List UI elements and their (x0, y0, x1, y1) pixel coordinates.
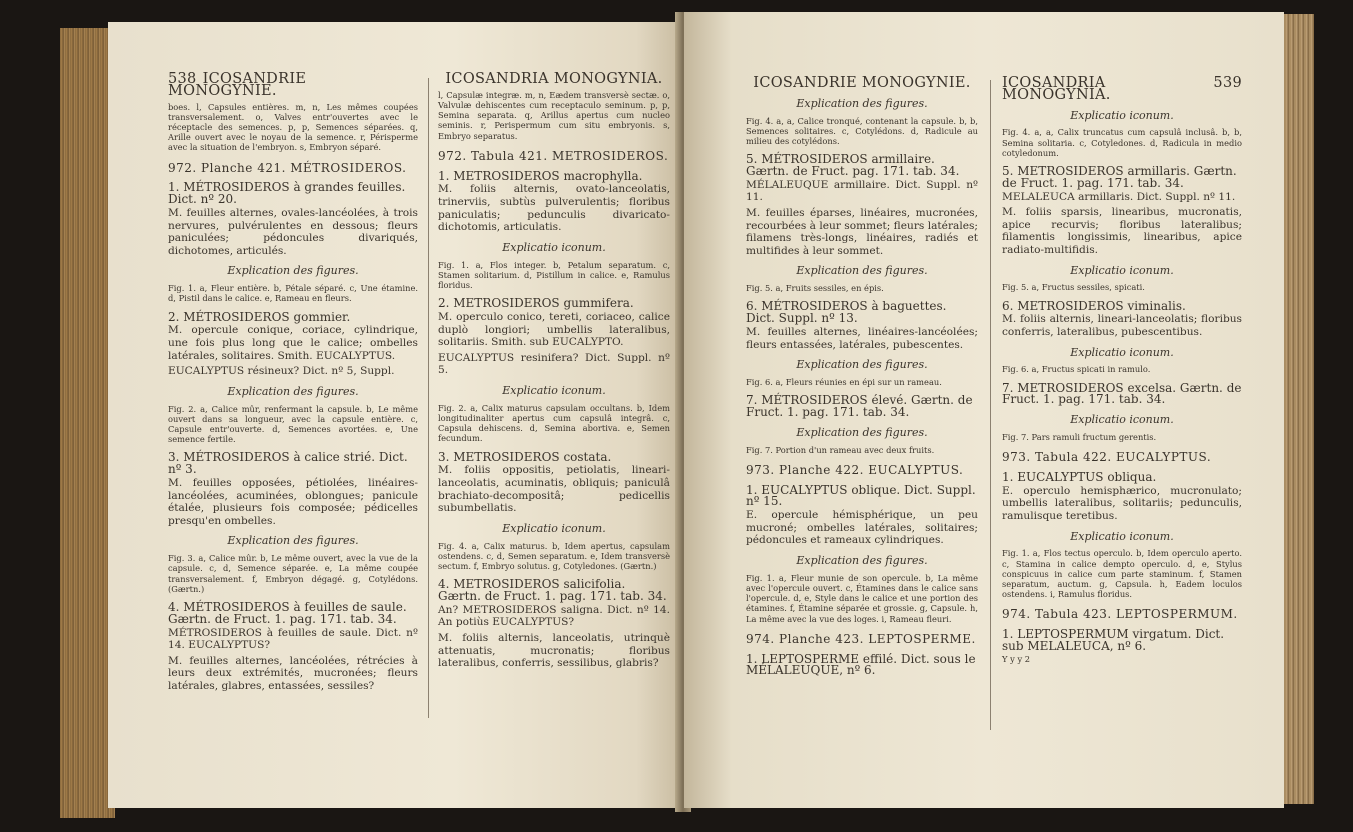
figure-caption: Fig. 3. a, Calice mûr. b, Le même ouvert, avec la vue de la capsule. c, d, Semence séparée. e, La même coupée transversalement. f, Embryon dégagé. g, Cotylédons. (Gærtn.) (168, 553, 418, 594)
figure-explanation-heading: Explication des figures. (796, 553, 928, 567)
plate-heading: 974. Tabula 423. LEPTOSPERMUM. (1002, 607, 1238, 622)
species-entry: 3. METROSIDEROS costata. (438, 449, 612, 464)
species-entry: 5. MÉTROSIDEROS armillaire. Gærtn. de Fruct. pag. 171. tab. 34. (746, 152, 960, 178)
figure-explanation-heading: Explication des figures. (796, 96, 928, 110)
plate-heading: 973. Planche 422. EUCALYPTUS. (746, 462, 964, 477)
figure-caption: Fig. 7. Portion d'un rameau avec deux fruits. (746, 444, 935, 455)
figure-caption: Fig. 4. a, Calix maturus. b, Idem apertus, capsulam ostendens. c, d, Semen separatum. e, Idem transversè sectum. f, Embryo solutus. g, Cotyledones. (Gærtn.) (438, 540, 670, 571)
figure-explanation-heading: Explicatio iconum. (1070, 263, 1174, 277)
species-description: M. feuilles alternes, linéaires-lancéolées; fleurs entassées, latérales, pubescentes. (746, 325, 978, 351)
species-entry: 1. EUCALYPTUS obliqua. (1002, 469, 1157, 484)
figure-caption: Fig. 1. a, Flos tectus operculo. b, Idem operculo aperto. c, Stamina in calice dempto operculo. d, e, Stylus conspicuus in calice cum parte staminum. f, Stamen separatum, auctum. g, Capsula. h, Eadem loculos ostendens. i, Ramulus floridus. (1002, 548, 1242, 600)
species-description: M. feuilles opposées, pétiolées, linéaires-lancéolées, acuminées, oblongues; panicule étalée, plusieurs fois composée; pédicelles presqu'en ombelles. (168, 476, 418, 527)
species-entry: 7. METROSIDEROS excelsa. Gærtn. de Fruct. 1. pag. 171. tab. 34. (1002, 380, 1242, 407)
column-rule (990, 80, 991, 730)
figure-explanation-heading: Explicatio iconum. (502, 383, 606, 397)
book-edge-right (1280, 14, 1314, 804)
species-entry: 7. MÉTROSIDEROS élevé. Gærtn. de Fruct. 1. pag. 171. tab. 34. (746, 393, 973, 419)
species-description: M. feuilles éparses, linéaires, mucronées, recourbées à leur sommet; fleurs latérales; filamens très-longs, linéaires, radiés et multifides à leur sommet. (746, 206, 978, 257)
species-entry: 1. EUCALYPTUS oblique. Dict. Suppl. nº 15. (746, 482, 976, 509)
species-description: EUCALYPTUS resinifera? Dict. Suppl. nº 5. (438, 351, 670, 377)
species-description: E. opercule hémisphérique, un peu mucroné; ombelles latérales, solitaires; pédoncules et rameaux cylindriques. (746, 509, 978, 547)
running-head: ICOSANDRIA MONOGYNIA. 539 (1002, 75, 1242, 103)
figure-explanation-heading: Explicatio iconum. (1070, 108, 1174, 122)
species-description: M. foliis alternis, lineari-lanceolatis; floribus conferris, lateralibus, pubescentibus. (1002, 313, 1242, 338)
figure-caption: Fig. 6. a, Fleurs réunies en épi sur un rameau. (746, 376, 942, 387)
figure-explanation-heading: Explicatio iconum. (1070, 413, 1174, 427)
species-description: M. operculo conico, tereti, coriaceo, calice duplò longiori; umbellis lateralibus, solitariis. Smith. sub EUCALYPTO. (438, 310, 670, 349)
figure-explanation-heading: Explication des figures. (796, 264, 928, 278)
running-head: ICOSANDRIE MONOGYNIE. (753, 75, 971, 91)
species-entry: 2. MÉTROSIDEROS gommier. (168, 309, 351, 324)
right-page-col-2 (1002, 75, 1242, 669)
figure-explanation-heading: Explicatio iconum. (1070, 345, 1174, 359)
figure-caption: Fig. 1. a, Flos integer. b, Petalum separatum. c, Stamen solitarium. d, Pistillum in calice. e, Ramulus floridus. (438, 259, 670, 290)
plate-heading: 972. Planche 421. MÉTROSIDEROS. (168, 160, 407, 175)
species-description: EUCALYPTUS résineux? Dict. nº 5, Suppl. (168, 365, 395, 378)
column-rule (428, 78, 429, 718)
figure-explanation-heading: Explication des figures. (227, 264, 359, 278)
figure-caption: Fig. 7. Pars ramuli fructum gerentis. (1002, 431, 1157, 442)
figure-explanation-heading: Explication des figures. (227, 534, 359, 548)
page-number: 539 (1213, 75, 1242, 91)
figure-explanation-heading: Explication des figures. (796, 358, 928, 372)
figure-caption: Fig. 1. a, Fleur entière. b, Pétale séparé. c, Une étamine. d, Pistil dans le calice. e, Rameau en fleurs. (168, 283, 418, 304)
species-description: An? METROSIDEROS saligna. Dict. nº 14. An potiùs EUCALYPTUS? (438, 603, 670, 629)
book-edge-left (60, 28, 115, 818)
species-entry: 6. METROSIDEROS viminalis. (1002, 298, 1186, 313)
species-description: M. opercule conique, coriace, cylindrique, une fois plus long que le calice; ombelles latérales, solitaires. Smith. EUCALYPTUS. (168, 324, 418, 362)
figure-caption: Fig. 5. a, Fructus sessiles, spicati. (1002, 282, 1145, 293)
figure-explanation-heading: Explicatio iconum. (502, 240, 606, 254)
species-description: M. foliis alternis, ovato-lanceolatis, trinerviis, subtùs pulverulentis; floribus paniculatis; pedunculis divaricato-dichotomis, articulatis. (438, 183, 670, 234)
text-blocks (746, 98, 978, 677)
species-entry: 1. METROSIDEROS macrophylla. (438, 168, 643, 183)
right-page-col-1 (746, 75, 978, 678)
species-entry: 1. LEPTOSPERMUM virgatum. Dict. sub MELALEUCA, nº 6. (1002, 627, 1225, 653)
figure-caption: Fig. 4. a, a, Calice tronqué, contenant la capsule. b, b, Semences solitaires. c, Cotylédons. d, Radicule au milieu des cotylédons. (746, 115, 978, 146)
species-description: E. operculo hemisphærico, mucronulato; umbellis lateralibus, solitariis; pedunculis, ramulisque teretibus. (1002, 484, 1242, 522)
text-blocks (1002, 110, 1242, 664)
text-blocks (168, 102, 418, 693)
text-blocks (438, 90, 670, 670)
species-entry: 4. METROSIDEROS salicifolia. Gærtn. de Fruct. 1. pag. 171. tab. 34. (438, 577, 667, 603)
species-description: M. foliis oppositis, petiolatis, lineari-lanceolatis, acuminatis, obliquis; paniculâ brachiato-decompositâ; pedicellis subumbellatis. (438, 464, 670, 515)
page-number: 538 (168, 71, 197, 87)
figure-caption: boes. l, Capsules entières. m, n, Les mêmes coupées transversalement. o, Valves entr'ouvertes avec le réceptacle des semences. p, p, Semences séparées. q, Arille ouvert avec le noyau de la semence. r, Périsperme avec la situation de l'embryon. s, Embryon séparé. (168, 101, 418, 153)
plate-heading: 973. Tabula 422. EUCALYPTUS. (1002, 450, 1212, 465)
species-description: M. feuilles alternes, lancéolées, rétrécies à leurs deux extrémités, mucronées; fleurs latérales, glabres, entassées, sessiles? (168, 654, 418, 692)
species-description: MELALEUCA armillaris. Dict. Suppl. nº 11. (1002, 190, 1236, 203)
plate-heading: 974. Planche 423. LEPTOSPERME. (746, 631, 976, 646)
species-entry: 6. MÉTROSIDEROS à baguettes. Dict. Suppl. nº 13. (746, 299, 947, 326)
running-head: 538 ICOSANDRIE MONOGYNIE. (168, 71, 307, 99)
figure-caption: Fig. 1. a, Fleur munie de son opercule. b, La même avec l'opercule ouvert. c, Étamines dans le calice sans l'opercule. d, e, Style dans le calice et une portion des étamines. f, Étamine séparée et grossie. g, Capsule. h, La même avec la vue des loges. i, Rameau fleuri. (746, 572, 978, 624)
species-entry: 3. MÉTROSIDEROS à calice strié. Dict. nº 3. (168, 450, 408, 477)
species-entry: 4. MÉTROSIDEROS à feuilles de saule. Gærtn. de Fruct. 1. pag. 171. tab. 34. (168, 599, 407, 626)
species-description: M. foliis alternis, lanceolatis, utrinquè attenuatis, mucronatis; floribus lateralibus, conferris, sessilibus, glabris? (438, 631, 670, 670)
species-entry: 2. METROSIDEROS gummifera. (438, 296, 634, 311)
left-page-col-1 (168, 71, 418, 696)
figure-caption: Fig. 6. a, Fructus spicati in ramulo. (1002, 364, 1151, 375)
species-description: MÉTROSIDEROS à feuilles de saule. Dict. nº 14. EUCALYPTUS? (168, 626, 418, 652)
running-head: ICOSANDRIA MONOGYNIA. (445, 71, 663, 87)
figure-explanation-heading: Explicatio iconum. (1070, 529, 1174, 543)
species-entry: 1. MÉTROSIDEROS à grandes feuilles. Dict. nº 20. (168, 180, 406, 207)
figure-caption: Fig. 4. a, a, Calix truncatus cum capsulâ inclusâ. b, b, Semina solitaria. c, Cotyledones. d, Radicula in medio cotyledonum. (1002, 127, 1242, 158)
species-description: MÉLALEUQUE armillaire. Dict. Suppl. nº 11. (746, 178, 978, 204)
figure-caption: Fig. 5. a, Fruits sessiles, en épis. (746, 283, 884, 294)
species-description: M. feuilles alternes, ovales-lancéolées, à trois nervures, pulvérulentes en dessous; fleurs paniculées; pédoncules divariqués, dichotomes, articulés. (168, 207, 418, 257)
figure-caption: l, Capsulæ integræ. m, n, Eædem transversè sectæ. o, Valvulæ dehiscentes cum receptaculo seminum. p, p, Semina separata. q, Arillus apertus cum nucleo seminis. r, Perispermum cum situ embryonis. s, Embryo separatus. (438, 89, 670, 141)
species-entry: 1. LEPTOSPERME effilé. Dict. sous le MÉLALEUQUE, nº 6. (746, 651, 976, 678)
right-page (684, 12, 1284, 808)
plate-heading: 972. Tabula 421. METROSIDEROS. (438, 148, 669, 163)
species-description: M. foliis sparsis, linearibus, mucronatis, apice recurvis; floribus lateralibus; filamentis longissimis, linearibus, apice radiato-multifidis. (1002, 206, 1242, 256)
figure-explanation-heading: Explication des figures. (796, 425, 928, 439)
figure-explanation-heading: Explicatio iconum. (502, 521, 606, 535)
left-page (108, 22, 682, 808)
figure-caption: Fig. 2. a, Calix maturus capsulam occultans. b, Idem longitudinaliter apertus cum capsulâ integrâ. c, Capsula dehiscens. d, Semina abortiva. e, Semen fecundum. (438, 402, 670, 444)
left-page-col-2 (438, 71, 670, 673)
figure-caption: Fig. 2. a, Calice mûr, renfermant la capsule. b, Le même ouvert dans sa longueur, avec la capsule entière. c, Capsule entr'ouverte. d, Semences avortées. e, Une semence fertile. (168, 403, 418, 445)
figure-explanation-heading: Explication des figures. (227, 384, 359, 398)
species-entry: 5. METROSIDEROS armillaris. Gærtn. de Fruct. 1. pag. 171. tab. 34. (1002, 164, 1237, 190)
figure-caption: Y y y 2 (1002, 653, 1031, 664)
